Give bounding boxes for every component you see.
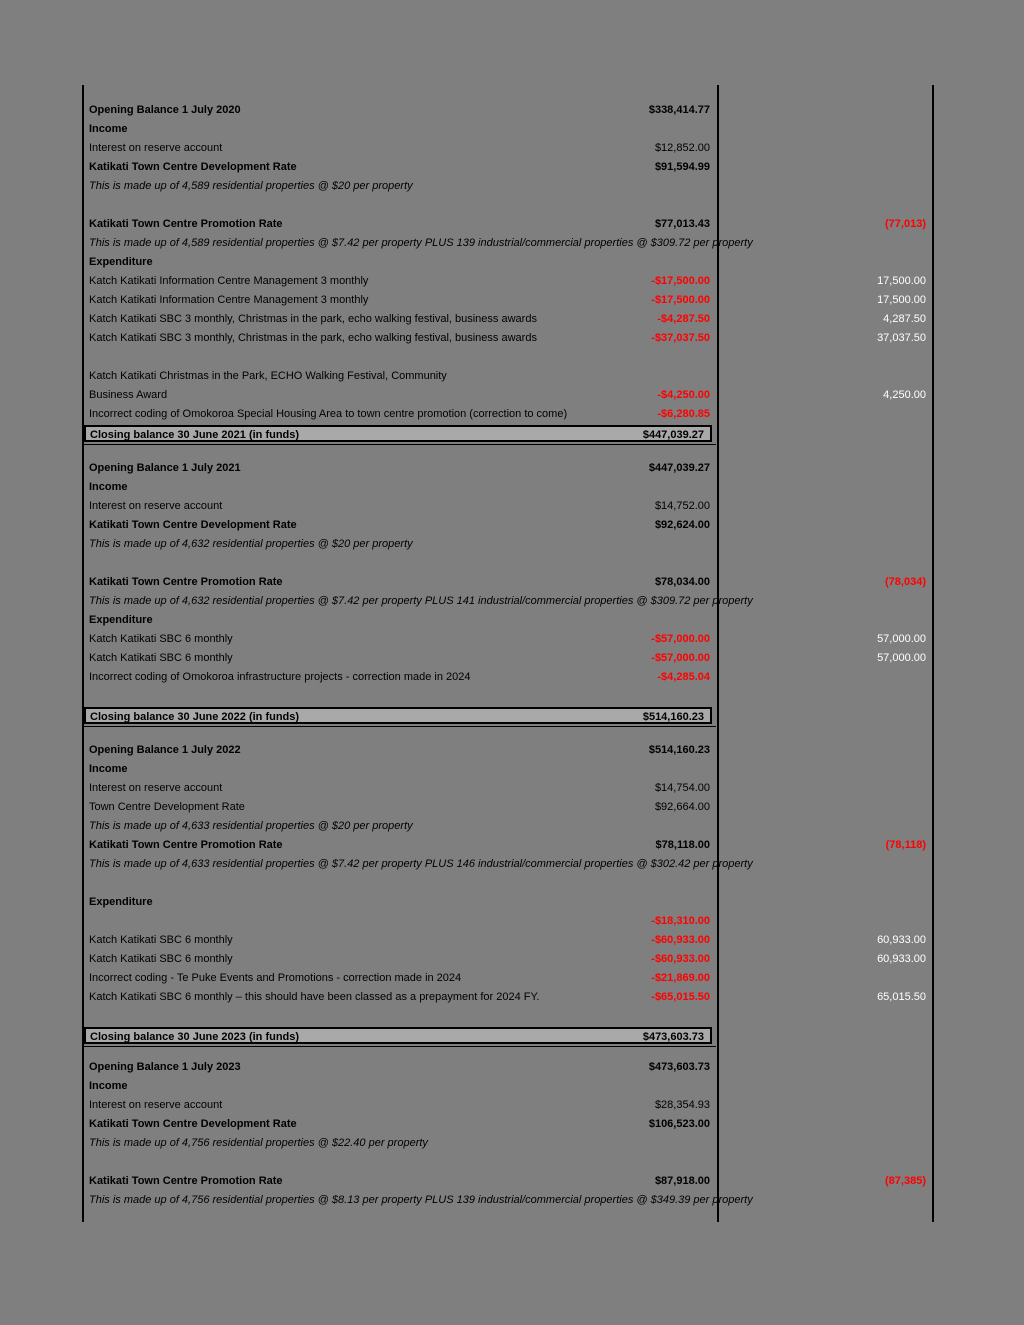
amount-primary: $473,603.73 (642, 1031, 704, 1043)
spacer-row (84, 687, 932, 706)
row-label: Opening Balance 1 July 2022 (89, 744, 241, 756)
table-row (84, 291, 932, 310)
table-row (84, 139, 932, 158)
row-label: Katikati Town Centre Development Rate (89, 1118, 297, 1130)
amount-secondary: 60,933.00 (877, 934, 926, 946)
table-row (84, 497, 932, 516)
row-label: Katikati Town Centre Promotion Rate (89, 839, 283, 851)
table-row (84, 893, 932, 912)
row-label: Katikati Town Centre Promotion Rate (89, 576, 283, 588)
section-fy-2022-23 (84, 741, 932, 1044)
amount-primary: $92,624.00 (654, 519, 710, 531)
row-label: Katch Katikati SBC 6 monthly (89, 934, 233, 946)
table-row (84, 386, 932, 405)
row-label: Expenditure (89, 256, 153, 268)
amount-primary: $338,414.77 (648, 104, 710, 116)
table-row (84, 1058, 932, 1077)
table-row (84, 1172, 932, 1191)
spacer-row (84, 196, 932, 215)
table-row (84, 969, 932, 988)
row-label: Closing balance 30 June 2021 (in funds) (90, 429, 300, 441)
row-label: This is made up of 4,632 residential properties @ $20 per property (89, 538, 413, 550)
table-row (84, 630, 932, 649)
spacer-row (84, 1153, 932, 1172)
table-row (84, 611, 932, 630)
spacer-row (84, 874, 932, 893)
table-row (84, 177, 932, 196)
table-row (84, 329, 932, 348)
section-fy-2023-24 (84, 1058, 932, 1210)
amount-primary: $14,752.00 (654, 500, 710, 512)
amount-primary: $106,523.00 (648, 1118, 710, 1130)
amount-primary: $473,603.73 (648, 1061, 710, 1073)
row-label: Opening Balance 1 July 2021 (89, 462, 241, 474)
row-label: Katch Katikati SBC 6 monthly (89, 953, 233, 965)
row-label: Interest on reserve account (89, 142, 223, 154)
table-row (84, 478, 932, 497)
table-row (84, 741, 932, 760)
spacer-row (84, 348, 932, 367)
amount-primary: -$17,500.00 (651, 275, 710, 287)
amount-budget-variance: (78,034) (885, 576, 926, 588)
row-label: Expenditure (89, 896, 153, 908)
table-row (84, 779, 932, 798)
row-label: Katch Katikati Information Centre Management 3 monthly (89, 275, 369, 287)
table-row (84, 253, 932, 272)
amount-secondary: 60,933.00 (877, 953, 926, 965)
amount-primary: $78,034.00 (654, 576, 710, 588)
table-row (84, 272, 932, 291)
table-row (84, 836, 932, 855)
table-row (84, 405, 932, 424)
table-row (84, 516, 932, 535)
table-row (84, 1191, 932, 1210)
row-label: Katch Katikati Information Centre Management 3 monthly (89, 294, 369, 306)
amount-primary: $514,160.23 (642, 711, 704, 723)
row-label: Incorrect coding of Omokoroa infrastructure projects - correction made in 2024 (89, 671, 471, 683)
amount-primary: $91,594.99 (654, 161, 710, 173)
closing-row-underline (84, 726, 716, 727)
table-row (84, 817, 932, 836)
row-label: Income (89, 481, 128, 493)
amount-secondary: 37,037.50 (877, 332, 926, 344)
row-label: Katch Katikati SBC 3 monthly, Christmas in the park, echo walking festival, business awards (89, 332, 537, 344)
amount-primary: -$4,287.50 (657, 313, 710, 325)
table-row (84, 215, 932, 234)
spacer-row (84, 1007, 932, 1026)
row-label: This is made up of 4,589 residential properties @ $7.42 per property PLUS 139 industrial/commercial properties @ $309.72 per property (89, 237, 753, 249)
amount-budget-variance: (78,118) (885, 839, 926, 851)
row-label: Opening Balance 1 July 2023 (89, 1061, 241, 1073)
row-label: Income (89, 123, 128, 135)
closing-balance-row (84, 425, 712, 442)
table-row (84, 459, 932, 478)
row-label: Katikati Town Centre Promotion Rate (89, 218, 283, 230)
table-row (84, 1096, 932, 1115)
table-row (84, 158, 932, 177)
row-label: Business Award (89, 389, 168, 401)
row-label: Opening Balance 1 July 2020 (89, 104, 241, 116)
closing-row-underline (84, 444, 716, 445)
closing-balance-row (84, 1027, 712, 1044)
amount-secondary: 17,500.00 (877, 275, 926, 287)
row-label: This is made up of 4,756 residential properties @ $22.40 per property (89, 1137, 428, 1149)
table-row (84, 931, 932, 950)
amount-secondary: 4,287.50 (883, 313, 926, 325)
spacer-row (84, 554, 932, 573)
row-label: Katch Katikati SBC 6 monthly – this should have been classed as a prepayment for 2024 FY. (89, 991, 540, 1003)
table-row (84, 988, 932, 1007)
amount-primary: $14,754.00 (654, 782, 710, 794)
row-label: This is made up of 4,633 residential properties @ $7.42 per property PLUS 146 industrial/commercial properties @ $302.42 per property (89, 858, 753, 870)
amount-primary: $447,039.27 (642, 429, 704, 441)
row-label: Katch Katikati Christmas in the Park, ECHO Walking Festival, Community (89, 370, 447, 382)
table-row (84, 760, 932, 779)
amount-primary: $78,118.00 (655, 839, 710, 851)
row-label: This is made up of 4,756 residential properties @ $8.13 per property PLUS 139 industrial/commercial properties @ $349.39 per property (89, 1194, 753, 1206)
row-label: Income (89, 1080, 128, 1092)
amount-budget-variance: (77,013) (885, 218, 926, 230)
amount-secondary: 57,000.00 (877, 633, 926, 645)
amount-primary: -$65,015.50 (651, 991, 710, 1003)
table-row (84, 234, 932, 253)
amount-secondary: 65,015.50 (877, 991, 926, 1003)
row-label: Town Centre Development Rate (89, 801, 245, 813)
amount-primary: -$60,933.00 (651, 953, 710, 965)
amount-primary: -$18,310.00 (651, 915, 710, 927)
closing-row-underline (84, 1046, 716, 1047)
amount-secondary: 4,250.00 (883, 389, 926, 401)
amount-primary: -$17,500.00 (651, 294, 710, 306)
row-label: Katikati Town Centre Development Rate (89, 519, 297, 531)
closing-balance-row (84, 707, 712, 724)
amount-primary: -$4,250.00 (657, 389, 710, 401)
amount-secondary: 17,500.00 (877, 294, 926, 306)
amount-primary: -$6,280.85 (657, 408, 710, 420)
row-label: Katikati Town Centre Development Rate (89, 161, 297, 173)
amount-primary: $12,852.00 (654, 142, 710, 154)
row-label: Katikati Town Centre Promotion Rate (89, 1175, 283, 1187)
section-fy-2021-22 (84, 459, 932, 724)
row-label: Expenditure (89, 614, 153, 626)
table-row (84, 367, 932, 386)
table-row (84, 120, 932, 139)
table-row (84, 649, 932, 668)
row-label: This is made up of 4,632 residential properties @ $7.42 per property PLUS 141 industrial/commercial properties @ $309.72 per property (89, 595, 753, 607)
amount-secondary: 57,000.00 (877, 652, 926, 664)
table-row (84, 855, 932, 874)
amount-primary: $87,918.00 (654, 1175, 710, 1187)
amount-primary: $92,664.00 (654, 801, 710, 813)
row-label: Interest on reserve account (89, 500, 223, 512)
amount-primary: -$57,000.00 (651, 633, 710, 645)
row-label: This is made up of 4,589 residential properties @ $20 per property (89, 180, 413, 192)
amount-primary: $514,160.23 (648, 744, 710, 756)
row-label: This is made up of 4,633 residential properties @ $20 per property (89, 820, 413, 832)
amount-primary: -$4,285.04 (657, 671, 710, 683)
row-label: Incorrect coding - Te Puke Events and Promotions - correction made in 2024 (89, 972, 462, 984)
table-row (84, 101, 932, 120)
table-border-right (932, 85, 934, 1222)
amount-primary: -$60,933.00 (651, 934, 710, 946)
table-row (84, 592, 932, 611)
table-row (84, 1134, 932, 1153)
table-row (84, 912, 932, 931)
table-row (84, 668, 932, 687)
amount-primary: $447,039.27 (648, 462, 710, 474)
table-row (84, 950, 932, 969)
row-label: Incorrect coding of Omokoroa Special Housing Area to town centre promotion (correction to come) (89, 408, 568, 420)
row-label: Interest on reserve account (89, 1099, 223, 1111)
table-row (84, 1115, 932, 1134)
table-row (84, 573, 932, 592)
table-row (84, 535, 932, 554)
amount-primary: $28,354.93 (654, 1099, 710, 1111)
row-label: Katch Katikati SBC 3 monthly, Christmas in the park, echo walking festival, business awards (89, 313, 537, 325)
row-label: Closing balance 30 June 2022 (in funds) (90, 711, 300, 723)
table-row (84, 310, 932, 329)
amount-primary: -$37,037.50 (651, 332, 710, 344)
amount-budget-variance: (87,385) (885, 1175, 926, 1187)
row-label: Closing balance 30 June 2023 (in funds) (90, 1031, 300, 1043)
table-row (84, 1077, 932, 1096)
row-label: Income (89, 763, 128, 775)
amount-primary: -$57,000.00 (651, 652, 710, 664)
row-label: Interest on reserve account (89, 782, 223, 794)
amount-primary: -$21,869.00 (651, 972, 710, 984)
row-label: Katch Katikati SBC 6 monthly (89, 633, 233, 645)
section-fy-2020-21 (84, 101, 932, 442)
row-label: Katch Katikati SBC 6 monthly (89, 652, 233, 664)
amount-primary: $77,013.43 (654, 218, 710, 230)
table-row (84, 798, 932, 817)
